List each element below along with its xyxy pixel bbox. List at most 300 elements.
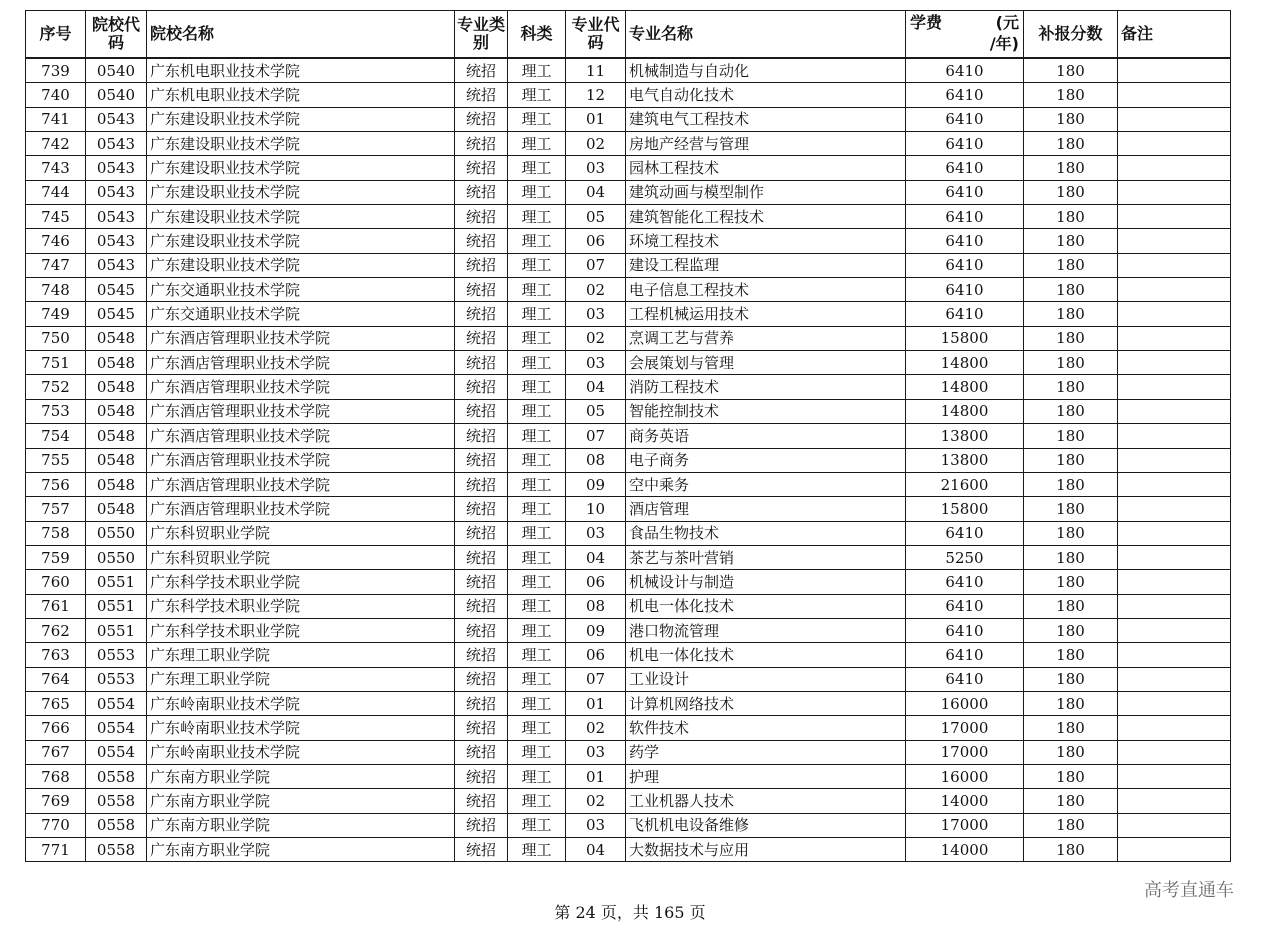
cell-subject: 理工 — [508, 424, 566, 448]
cell-major-name: 酒店管理 — [626, 497, 906, 521]
cell-major-category: 统招 — [455, 229, 508, 253]
cell-index: 767 — [26, 740, 86, 764]
table-row — [26, 132, 1231, 156]
cell-school-name: 广东酒店管理职业技术学院 — [147, 448, 455, 472]
cell-score: 180 — [1024, 180, 1118, 204]
cell-major-code: 02 — [566, 278, 626, 302]
cell-index: 763 — [26, 643, 86, 667]
cell-school-code: 0543 — [86, 229, 147, 253]
cell-school-code: 0548 — [86, 497, 147, 521]
cell-major-category: 统招 — [455, 351, 508, 375]
cell-note — [1118, 132, 1231, 156]
cell-note — [1118, 838, 1231, 862]
cell-major-name: 会展策划与管理 — [626, 351, 906, 375]
cell-score: 180 — [1024, 83, 1118, 107]
cell-note — [1118, 643, 1231, 667]
cell-school-name: 广东南方职业学院 — [147, 764, 455, 788]
cell-subject: 理工 — [508, 813, 566, 837]
cell-index: 760 — [26, 570, 86, 594]
cell-major-category: 统招 — [455, 716, 508, 740]
cell-school-code: 0553 — [86, 643, 147, 667]
cell-major-name: 工程机械运用技术 — [626, 302, 906, 326]
cell-school-code: 0558 — [86, 764, 147, 788]
cell-note — [1118, 472, 1231, 496]
cell-major-category: 统招 — [455, 691, 508, 715]
header-row — [26, 11, 1231, 59]
cell-note — [1118, 278, 1231, 302]
cell-subject: 理工 — [508, 326, 566, 350]
cell-index: 761 — [26, 594, 86, 618]
cell-school-code: 0543 — [86, 205, 147, 229]
cell-tuition: 6410 — [906, 521, 1024, 545]
cell-major-code: 03 — [566, 740, 626, 764]
cell-subject: 理工 — [508, 838, 566, 862]
cell-score: 180 — [1024, 448, 1118, 472]
cell-major-name: 建筑动画与模型制作 — [626, 180, 906, 204]
cell-school-name: 广东建设职业技术学院 — [147, 229, 455, 253]
cell-tuition: 15800 — [906, 326, 1024, 350]
cell-school-code: 0548 — [86, 375, 147, 399]
cell-major-name: 空中乘务 — [626, 472, 906, 496]
cell-tuition: 6410 — [906, 570, 1024, 594]
cell-subject: 理工 — [508, 789, 566, 813]
cell-tuition: 6410 — [906, 253, 1024, 277]
cell-subject: 理工 — [508, 448, 566, 472]
cell-school-name: 广东南方职业学院 — [147, 789, 455, 813]
cell-major-category: 统招 — [455, 667, 508, 691]
cell-index: 762 — [26, 618, 86, 642]
cell-major-name: 机械制造与自动化 — [626, 58, 906, 83]
cell-score: 180 — [1024, 351, 1118, 375]
cell-major-name: 房地产经营与管理 — [626, 132, 906, 156]
cell-score: 180 — [1024, 643, 1118, 667]
cell-school-code: 0550 — [86, 521, 147, 545]
cell-school-name: 广东岭南职业技术学院 — [147, 716, 455, 740]
cell-major-code: 03 — [566, 521, 626, 545]
cell-score: 180 — [1024, 375, 1118, 399]
cell-school-name: 广东科学技术职业学院 — [147, 618, 455, 642]
table-row — [26, 497, 1231, 521]
cell-school-code: 0554 — [86, 740, 147, 764]
cell-school-code: 0543 — [86, 253, 147, 277]
table-row — [26, 83, 1231, 107]
cell-note — [1118, 594, 1231, 618]
cell-major-name: 建设工程监理 — [626, 253, 906, 277]
cell-school-code: 0548 — [86, 448, 147, 472]
table-row — [26, 618, 1231, 642]
cell-major-category: 统招 — [455, 399, 508, 423]
cell-score: 180 — [1024, 424, 1118, 448]
cell-major-name: 环境工程技术 — [626, 229, 906, 253]
cell-note — [1118, 716, 1231, 740]
table-row — [26, 716, 1231, 740]
cell-tuition: 13800 — [906, 448, 1024, 472]
cell-index: 757 — [26, 497, 86, 521]
cell-school-code: 0553 — [86, 667, 147, 691]
cell-score: 180 — [1024, 570, 1118, 594]
cell-score: 180 — [1024, 813, 1118, 837]
table-row — [26, 838, 1231, 862]
cell-subject: 理工 — [508, 399, 566, 423]
cell-major-code: 02 — [566, 326, 626, 350]
cell-note — [1118, 570, 1231, 594]
cell-score: 180 — [1024, 521, 1118, 545]
cell-note — [1118, 618, 1231, 642]
cell-school-name: 广东机电职业技术学院 — [147, 83, 455, 107]
table-body — [26, 58, 1231, 862]
cell-note — [1118, 253, 1231, 277]
cell-note — [1118, 545, 1231, 569]
cell-major-name: 大数据技术与应用 — [626, 838, 906, 862]
cell-subject: 理工 — [508, 132, 566, 156]
cell-major-code: 10 — [566, 497, 626, 521]
table-row — [26, 399, 1231, 423]
cell-school-code: 0545 — [86, 302, 147, 326]
table-row — [26, 253, 1231, 277]
cell-major-category: 统招 — [455, 618, 508, 642]
cell-major-code: 09 — [566, 472, 626, 496]
cell-subject: 理工 — [508, 472, 566, 496]
cell-school-code: 0548 — [86, 326, 147, 350]
cell-subject: 理工 — [508, 497, 566, 521]
cell-subject: 理工 — [508, 180, 566, 204]
cell-school-name: 广东科贸职业学院 — [147, 521, 455, 545]
cell-major-code: 04 — [566, 838, 626, 862]
header-tuition-unit-b: /年) — [989, 34, 1019, 53]
admission-table-container — [25, 10, 1230, 862]
cell-major-code: 07 — [566, 667, 626, 691]
cell-note — [1118, 789, 1231, 813]
cell-major-category: 统招 — [455, 764, 508, 788]
cell-note — [1118, 813, 1231, 837]
cell-index: 759 — [26, 545, 86, 569]
header-school-code: 院校代码 — [86, 11, 147, 59]
cell-index: 755 — [26, 448, 86, 472]
cell-school-code: 0550 — [86, 545, 147, 569]
cell-index: 745 — [26, 205, 86, 229]
admission-table — [25, 10, 1231, 862]
cell-subject: 理工 — [508, 570, 566, 594]
cell-major-name: 药学 — [626, 740, 906, 764]
cell-school-name: 广东建设职业技术学院 — [147, 132, 455, 156]
cell-subject: 理工 — [508, 594, 566, 618]
cell-major-name: 园林工程技术 — [626, 156, 906, 180]
cell-tuition: 14000 — [906, 838, 1024, 862]
table-row — [26, 58, 1231, 83]
cell-subject: 理工 — [508, 229, 566, 253]
table-row — [26, 278, 1231, 302]
cell-major-code: 04 — [566, 545, 626, 569]
header-major-name: 专业名称 — [626, 11, 906, 59]
cell-major-code: 11 — [566, 58, 626, 83]
cell-major-code: 02 — [566, 789, 626, 813]
table-row — [26, 302, 1231, 326]
cell-note — [1118, 58, 1231, 83]
cell-school-code: 0554 — [86, 691, 147, 715]
table-row — [26, 667, 1231, 691]
table-row — [26, 205, 1231, 229]
cell-tuition: 6410 — [906, 594, 1024, 618]
table-row — [26, 740, 1231, 764]
cell-major-name: 烹调工艺与营养 — [626, 326, 906, 350]
cell-note — [1118, 375, 1231, 399]
cell-school-name: 广东理工职业学院 — [147, 667, 455, 691]
cell-note — [1118, 229, 1231, 253]
header-subject: 科类 — [508, 11, 566, 59]
cell-tuition: 6410 — [906, 229, 1024, 253]
cell-tuition: 16000 — [906, 764, 1024, 788]
cell-school-name: 广东酒店管理职业技术学院 — [147, 424, 455, 448]
cell-score: 180 — [1024, 691, 1118, 715]
cell-tuition: 14800 — [906, 399, 1024, 423]
cell-major-code: 02 — [566, 716, 626, 740]
cell-major-name: 电子信息工程技术 — [626, 278, 906, 302]
cell-major-name: 电气自动化技术 — [626, 83, 906, 107]
cell-major-code: 09 — [566, 618, 626, 642]
cell-school-code: 0554 — [86, 716, 147, 740]
cell-major-category: 统招 — [455, 253, 508, 277]
cell-subject: 理工 — [508, 83, 566, 107]
cell-major-name: 电子商务 — [626, 448, 906, 472]
cell-score: 180 — [1024, 472, 1118, 496]
cell-school-name: 广东酒店管理职业技术学院 — [147, 472, 455, 496]
table-row — [26, 326, 1231, 350]
cell-note — [1118, 424, 1231, 448]
cell-school-name: 广东科学技术职业学院 — [147, 594, 455, 618]
cell-major-name: 港口物流管理 — [626, 618, 906, 642]
cell-major-name: 食品生物技术 — [626, 521, 906, 545]
cell-tuition: 17000 — [906, 740, 1024, 764]
cell-note — [1118, 521, 1231, 545]
cell-index: 748 — [26, 278, 86, 302]
cell-index: 751 — [26, 351, 86, 375]
cell-note — [1118, 691, 1231, 715]
cell-note — [1118, 205, 1231, 229]
cell-school-name: 广东岭南职业技术学院 — [147, 691, 455, 715]
cell-major-name: 机电一体化技术 — [626, 594, 906, 618]
cell-score: 180 — [1024, 278, 1118, 302]
cell-tuition: 6410 — [906, 180, 1024, 204]
cell-subject: 理工 — [508, 716, 566, 740]
cell-major-code: 01 — [566, 107, 626, 131]
cell-school-code: 0543 — [86, 180, 147, 204]
header-major-code: 专业代码 — [566, 11, 626, 59]
cell-index: 740 — [26, 83, 86, 107]
cell-tuition: 5250 — [906, 545, 1024, 569]
cell-major-code: 12 — [566, 83, 626, 107]
cell-tuition: 16000 — [906, 691, 1024, 715]
cell-major-name: 智能控制技术 — [626, 399, 906, 423]
cell-subject: 理工 — [508, 278, 566, 302]
cell-index: 770 — [26, 813, 86, 837]
cell-major-name: 软件技术 — [626, 716, 906, 740]
cell-subject: 理工 — [508, 302, 566, 326]
cell-note — [1118, 764, 1231, 788]
cell-score: 180 — [1024, 545, 1118, 569]
cell-index: 766 — [26, 716, 86, 740]
cell-major-code: 07 — [566, 424, 626, 448]
cell-school-name: 广东建设职业技术学院 — [147, 205, 455, 229]
table-header — [26, 11, 1231, 59]
cell-major-category: 统招 — [455, 375, 508, 399]
cell-school-name: 广东建设职业技术学院 — [147, 107, 455, 131]
cell-major-category: 统招 — [455, 448, 508, 472]
table-row — [26, 764, 1231, 788]
cell-major-name: 机械设计与制造 — [626, 570, 906, 594]
cell-index: 771 — [26, 838, 86, 862]
cell-subject: 理工 — [508, 521, 566, 545]
cell-score: 180 — [1024, 399, 1118, 423]
cell-major-code: 07 — [566, 253, 626, 277]
cell-school-code: 0543 — [86, 132, 147, 156]
cell-school-name: 广东岭南职业技术学院 — [147, 740, 455, 764]
cell-tuition: 6410 — [906, 278, 1024, 302]
cell-note — [1118, 740, 1231, 764]
cell-major-name: 茶艺与茶叶营销 — [626, 545, 906, 569]
cell-score: 180 — [1024, 789, 1118, 813]
cell-major-code: 03 — [566, 813, 626, 837]
cell-school-name: 广东机电职业技术学院 — [147, 58, 455, 83]
cell-major-category: 统招 — [455, 472, 508, 496]
cell-tuition: 6410 — [906, 667, 1024, 691]
cell-index: 765 — [26, 691, 86, 715]
cell-tuition: 17000 — [906, 813, 1024, 837]
header-note: 备注 — [1118, 11, 1231, 59]
cell-major-code: 03 — [566, 156, 626, 180]
cell-school-code: 0543 — [86, 107, 147, 131]
cell-school-code: 0545 — [86, 278, 147, 302]
cell-major-category: 统招 — [455, 107, 508, 131]
cell-subject: 理工 — [508, 107, 566, 131]
cell-major-category: 统招 — [455, 132, 508, 156]
cell-tuition: 6410 — [906, 107, 1024, 131]
header-index: 序号 — [26, 11, 86, 59]
cell-note — [1118, 326, 1231, 350]
cell-major-code: 05 — [566, 399, 626, 423]
table-row — [26, 789, 1231, 813]
cell-major-name: 工业机器人技术 — [626, 789, 906, 813]
table-row — [26, 448, 1231, 472]
cell-school-name: 广东建设职业技术学院 — [147, 180, 455, 204]
cell-school-name: 广东理工职业学院 — [147, 643, 455, 667]
cell-note — [1118, 107, 1231, 131]
cell-note — [1118, 667, 1231, 691]
cell-tuition: 14000 — [906, 789, 1024, 813]
cell-tuition: 6410 — [906, 132, 1024, 156]
cell-school-code: 0548 — [86, 472, 147, 496]
table-row — [26, 691, 1231, 715]
cell-index: 758 — [26, 521, 86, 545]
header-score: 补报分数 — [1024, 11, 1118, 59]
cell-index: 743 — [26, 156, 86, 180]
cell-school-name: 广东酒店管理职业技术学院 — [147, 375, 455, 399]
cell-major-category: 统招 — [455, 594, 508, 618]
header-school-name: 院校名称 — [147, 11, 455, 59]
cell-major-code: 04 — [566, 375, 626, 399]
table-row — [26, 424, 1231, 448]
cell-index: 764 — [26, 667, 86, 691]
cell-school-code: 0558 — [86, 838, 147, 862]
cell-tuition: 6410 — [906, 205, 1024, 229]
header-tuition-label: 学费 — [910, 13, 943, 32]
cell-score: 180 — [1024, 205, 1118, 229]
header-major-category: 专业类别 — [455, 11, 508, 59]
cell-school-name: 广东南方职业学院 — [147, 838, 455, 862]
cell-score: 180 — [1024, 156, 1118, 180]
cell-major-category: 统招 — [455, 156, 508, 180]
cell-school-name: 广东科贸职业学院 — [147, 545, 455, 569]
cell-major-category: 统招 — [455, 740, 508, 764]
cell-index: 752 — [26, 375, 86, 399]
cell-school-name: 广东酒店管理职业技术学院 — [147, 351, 455, 375]
cell-major-category: 统招 — [455, 326, 508, 350]
cell-major-code: 08 — [566, 448, 626, 472]
cell-major-category: 统招 — [455, 58, 508, 83]
cell-tuition: 6410 — [906, 643, 1024, 667]
cell-subject: 理工 — [508, 764, 566, 788]
cell-school-name: 广东酒店管理职业技术学院 — [147, 326, 455, 350]
header-tuition-unit-a: (元 — [995, 13, 1019, 32]
cell-subject: 理工 — [508, 58, 566, 83]
table-row — [26, 570, 1231, 594]
cell-major-code: 06 — [566, 643, 626, 667]
cell-tuition: 17000 — [906, 716, 1024, 740]
cell-major-name: 计算机网络技术 — [626, 691, 906, 715]
table-row — [26, 107, 1231, 131]
cell-major-category: 统招 — [455, 813, 508, 837]
table-row — [26, 351, 1231, 375]
cell-note — [1118, 83, 1231, 107]
cell-major-code: 04 — [566, 180, 626, 204]
cell-major-code: 01 — [566, 764, 626, 788]
cell-major-category: 统招 — [455, 497, 508, 521]
cell-school-code: 0551 — [86, 618, 147, 642]
table-row — [26, 813, 1231, 837]
cell-major-name: 商务英语 — [626, 424, 906, 448]
cell-score: 180 — [1024, 764, 1118, 788]
cell-subject: 理工 — [508, 205, 566, 229]
cell-subject: 理工 — [508, 740, 566, 764]
table-row — [26, 156, 1231, 180]
cell-index: 756 — [26, 472, 86, 496]
cell-subject: 理工 — [508, 375, 566, 399]
cell-tuition: 14800 — [906, 351, 1024, 375]
cell-index: 749 — [26, 302, 86, 326]
cell-major-category: 统招 — [455, 180, 508, 204]
cell-major-name: 建筑电气工程技术 — [626, 107, 906, 131]
cell-score: 180 — [1024, 497, 1118, 521]
cell-major-name: 消防工程技术 — [626, 375, 906, 399]
cell-major-category: 统招 — [455, 521, 508, 545]
cell-score: 180 — [1024, 594, 1118, 618]
cell-major-category: 统招 — [455, 570, 508, 594]
cell-tuition: 21600 — [906, 472, 1024, 496]
cell-major-code: 05 — [566, 205, 626, 229]
cell-major-code: 01 — [566, 691, 626, 715]
cell-subject: 理工 — [508, 667, 566, 691]
cell-school-name: 广东酒店管理职业技术学院 — [147, 399, 455, 423]
table-row — [26, 521, 1231, 545]
cell-score: 180 — [1024, 58, 1118, 83]
cell-major-code: 08 — [566, 594, 626, 618]
cell-major-code: 06 — [566, 229, 626, 253]
cell-score: 180 — [1024, 667, 1118, 691]
cell-school-code: 0548 — [86, 424, 147, 448]
cell-major-category: 统招 — [455, 205, 508, 229]
cell-note — [1118, 448, 1231, 472]
watermark-text: 高考直通车 — [1144, 880, 1234, 901]
cell-school-name: 广东交通职业技术学院 — [147, 302, 455, 326]
